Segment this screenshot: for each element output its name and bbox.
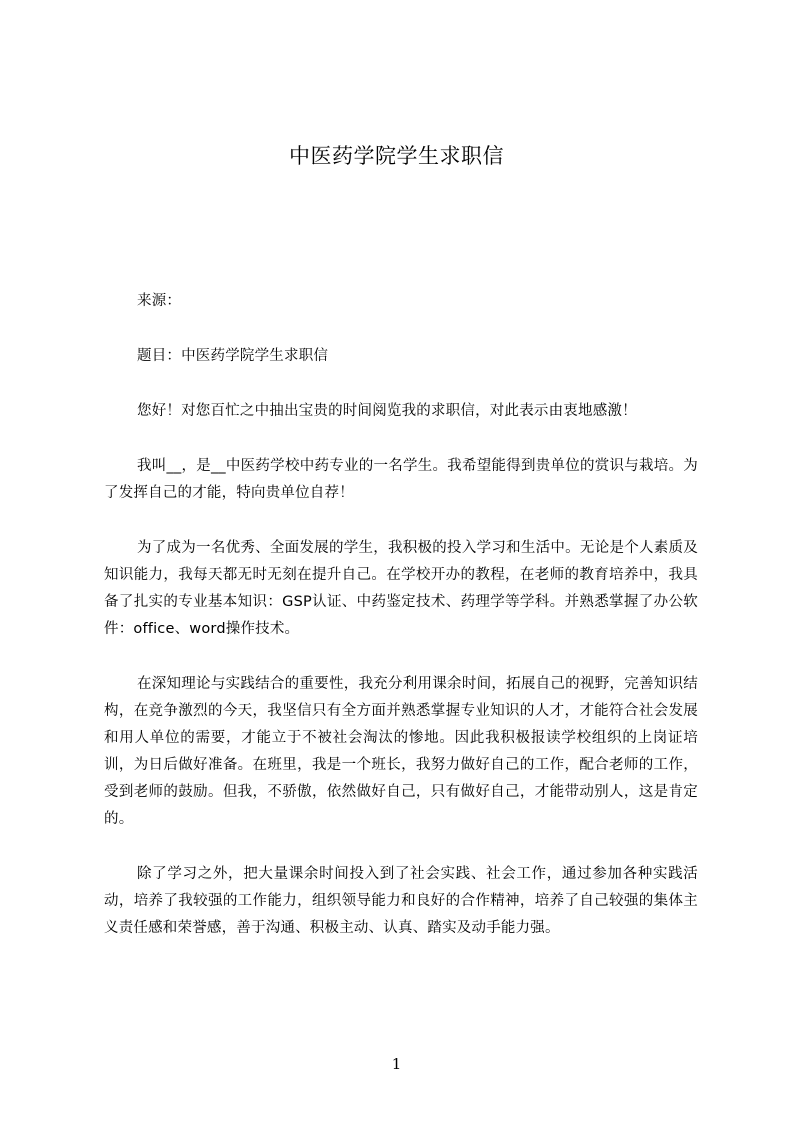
study-paragraph: 为了成为一名优秀、全面发展的学生，我积极的投入学习和生活中。无论是个人素质及知识能力，我每天都无时无刻在提升自己。在学校开办的教程，在老师的教育培养中，我具备了扎实的专业基本知识：GSP认证、中药鉴定技术、药理学等学科。并熟悉掌握了办公软件：office、word操作技术。 <box>104 540 698 637</box>
greeting-paragraph: 您好！对您百忙之中抽出宝贵的时间阅览我的求职信，对此表示由衷地感激！ <box>137 403 637 419</box>
practice-paragraph: 在深知理论与实践结合的重要性，我充分利用课余时间，拓展自己的视野，完善知识结构，在竞争激烈的今天，我坚信只有全方面并熟悉掌握专业知识的人才，才能符合社会发展和用人单位的需要，才能立于不被社会淘汰的惨地。因此我积极报读学校组织的上岗证培训，为日后做好准备。在班里，我是一个班长，我努力做好自己的工作，配合老师的工作，受到老师的鼓励。但我，不骄傲，依然做好自己，只有做好自己，才能带动别人，这是肯定的。 <box>104 676 698 827</box>
source-line: 来源： <box>137 293 182 309</box>
subject-line: 题目：中医药学院学生求职信 <box>137 348 329 364</box>
activities-paragraph: 除了学习之外，把大量课余时间投入到了社会实践、社会工作，通过参加各种实践活动，培养了我较强的工作能力，组织领导能力和良好的合作精神，培养了自己较强的集体主义责任感和荣誉感，善于沟通、积极主动、认真、踏实及动手能力强。 <box>104 866 698 936</box>
document-title: 中医药学院学生求职信 <box>289 144 504 168</box>
page-number: 1 <box>391 1055 402 1073</box>
introduction-paragraph: 我叫__，是__中医药学校中药专业的一名学生。我希望能得到贵单位的赏识与栽培。为了发挥自己的才能，特向贵单位自荐！ <box>104 458 698 501</box>
document-body <box>104 288 698 970</box>
